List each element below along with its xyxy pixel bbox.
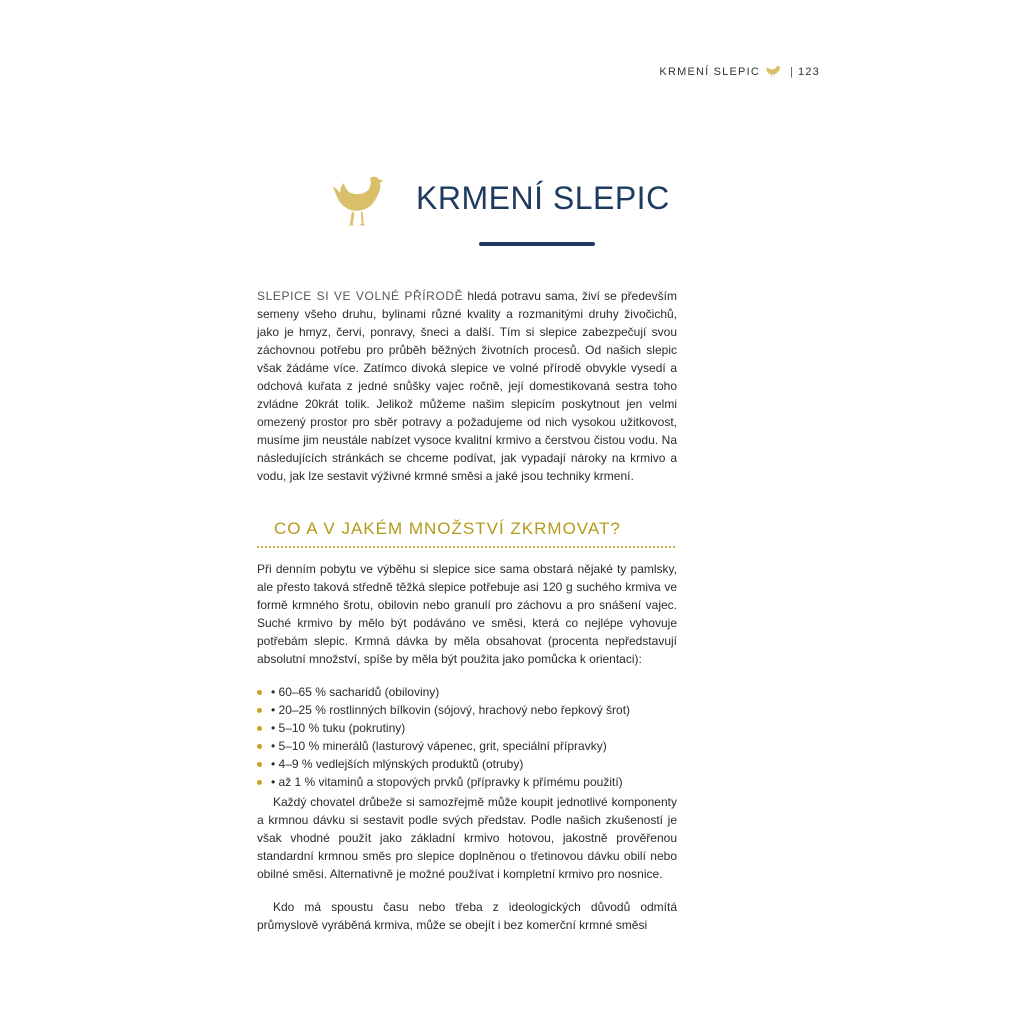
section-paragraph — [257, 560, 677, 668]
list-item: • 20–25 % rostlinných bílkovin (sójový, hrachový nebo řepkový šrot) — [257, 701, 677, 719]
list-item: • 5–10 % tuku (pokrutiny) — [257, 719, 677, 737]
intro-paragraph — [257, 287, 677, 485]
section-paragraph-3-text: Kdo má spoustu času nebo třeba z ideologických důvodů odmítá průmyslově vyráběná krmiva, může se obejít i bez komerční krmné směsi — [257, 900, 677, 932]
chapter-header — [330, 174, 670, 234]
list-item: • 4–9 % vedlejších mlýnských produktů (otruby) — [257, 755, 677, 773]
hen-icon — [764, 65, 782, 79]
running-head — [640, 64, 820, 80]
hen-icon — [332, 174, 386, 230]
page-number: 123 — [798, 66, 820, 78]
list-item: • až 1 % vitaminů a stopových prvků (přípravky k přímému použití) — [257, 773, 677, 791]
section-divider — [257, 546, 675, 548]
running-head-separator: | — [789, 66, 795, 78]
list-item: • 60–65 % sacharidů (obiloviny) — [257, 683, 677, 701]
chapter-title: KRMENÍ SLEPIC — [416, 180, 670, 216]
intro-text: hledá potravu sama, živí se především semeny všeho druhu, bylinami různé kvality a rozmanitými druhy živočichů, jako je hmyz, červi, ponravy, šneci a další. Tím si slepice zabezpečují svou záchovnou potřebu pro průběh běžných životních procesů. Od našich slepic však žádáme více. Zatímco divoká slepice ve volné přírodě obvykle vysedí a odchová kuřata z jedné snůšky vajec ročně, její domestikovaná sestra toho zvládne 20krát tolik. Jelikož můžeme našim slepicím poskytnout jen velmi omezený prostor pro sběr potravy a požadujeme od nich vysokou užitkovost, musíme jim neustále nabízet vysoce kvalitní krmivo a čerstvou čistou vodu. Na následujících stránkách se chceme podívat, jak vypadají nároky na krmivo a vodu, jak lze sestavit výživné krmné směsi a jaké jsou techniky krmení. — [257, 289, 677, 483]
running-head-section: KRMENÍ SLEPIC — [659, 66, 760, 78]
section-heading: CO A V JAKÉM MNOŽSTVÍ ZKRMOVAT? — [274, 519, 621, 538]
section-paragraph-2 — [257, 793, 677, 883]
intro-lead: SLEPICE SI VE VOLNÉ PŘÍRODĚ — [257, 289, 464, 303]
section-paragraph-3 — [257, 898, 677, 934]
title-underline — [479, 242, 595, 246]
ingredient-list — [257, 683, 677, 791]
section-paragraph-text: Při denním pobytu ve výběhu si slepice sice sama obstará nějaké ty pamlsky, ale přesto taková středně těžká slepice potřebuje asi 120 g suchého krmiva ve formě krmného šrotu, obilovin nebo granulí pro záchovu a pro snášení vajec. Suché krmivo by mělo být podáváno ve směsi, která co nejlépe vyhovuje potřebám slepic. Krmná dávka by měla obsahovat (procenta nepředstavují absolutní množství, spíše by měla být použita jako pomůcka k orientaci): — [257, 562, 677, 666]
list-item: • 5–10 % minerálů (lasturový vápenec, grit, speciální přípravky) — [257, 737, 677, 755]
section-paragraph-2-text: Každý chovatel drůbeže si samozřejmě může koupit jednotlivé komponenty a krmnou dávku si sestavit podle svých představ. Podle našich zkušeností je však vhodné použít jako základní krmivo hotovou, jakostně prověřenou standardní krmnou směs pro slepice doplněnou o třetinovou dávku obilí nebo obilné směsi. Alternativně je možné používat i kompletní krmivo pro nosnice. — [257, 795, 677, 881]
